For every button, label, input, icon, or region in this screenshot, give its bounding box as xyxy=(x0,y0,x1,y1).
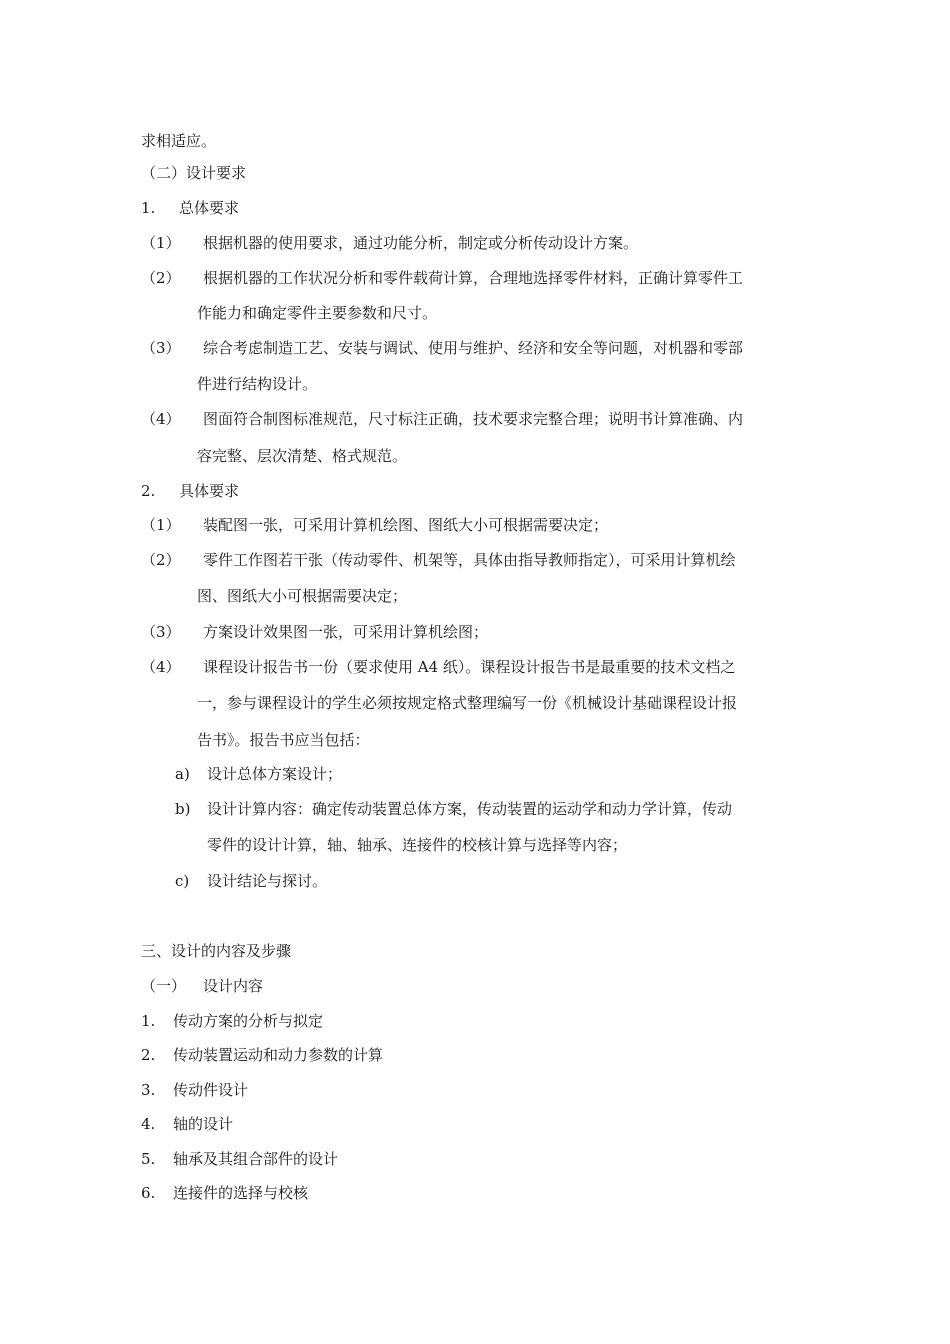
sub-heading-number: （一） xyxy=(141,977,187,995)
content-item-text: 轴的设计 xyxy=(173,1115,234,1133)
specific-number: 2. xyxy=(141,482,156,500)
subitem-letter: a) xyxy=(175,765,190,783)
content-item-number: 5. xyxy=(141,1150,156,1168)
item-line: 作能力和确定零件主要参数和尺寸。 xyxy=(197,304,438,322)
item-number: （4） xyxy=(141,410,181,428)
content-item-number: 1. xyxy=(141,1012,156,1030)
subitem-letter: c) xyxy=(175,872,190,890)
subitem-line: 设计计算内容：确定传动装置总体方案，传动装置的运动学和动力学计算，传动 xyxy=(207,800,733,818)
item-line: 综合考虑制造工艺、安装与调试、使用与维护、经济和安全等问题，对机器和零部 xyxy=(203,339,744,357)
content-item-number: 6. xyxy=(141,1184,156,1202)
content-item-number: 2. xyxy=(141,1046,156,1064)
subitem-line: 设计总体方案设计； xyxy=(207,765,343,783)
item-line: 一，参与课程设计的学生必须按规定格式整理编写一份《机械设计基础课程设计报 xyxy=(197,694,738,712)
item-number: （3） xyxy=(141,623,181,641)
subitem-line: 设计结论与探讨。 xyxy=(207,872,328,890)
item-number: （4） xyxy=(141,658,181,676)
specific-title: 具体要求 xyxy=(179,482,240,500)
item-line: 告书》。报告书应当包括： xyxy=(197,731,370,749)
item-line: 根据机器的使用要求，通过功能分析，制定或分析传动设计方案。 xyxy=(203,234,639,252)
item-line: 容完整、层次清楚、格式规范。 xyxy=(197,447,408,465)
intro-tail: 求相适应。 xyxy=(141,132,217,150)
sub-heading-design-content: 设计内容 xyxy=(203,977,264,995)
item-number: （2） xyxy=(141,269,181,287)
item-line: 图、图纸大小可根据需要决定； xyxy=(197,587,408,605)
general-number: 1. xyxy=(141,199,156,217)
section-heading-design-requirements: （二）设计要求 xyxy=(141,164,247,182)
item-number: （1） xyxy=(141,234,181,252)
item-number: （3） xyxy=(141,339,181,357)
item-line: 件进行结构设计。 xyxy=(197,375,318,393)
item-line: 装配图一张，可采用计算机绘图、图纸大小可根据需要决定； xyxy=(203,516,609,534)
item-number: （2） xyxy=(141,551,181,569)
content-item-number: 4. xyxy=(141,1115,156,1133)
content-item-number: 3. xyxy=(141,1081,156,1099)
item-number: （1） xyxy=(141,516,181,534)
subitem-letter: b) xyxy=(175,800,191,818)
item-line: 课程设计报告书一份（要求使用 A4 纸）。课程设计报告书是最重要的技术文档之 xyxy=(203,658,736,676)
content-item-text: 轴承及其组合部件的设计 xyxy=(173,1150,339,1168)
item-line: 根据机器的工作状况分析和零件载荷计算，合理地选择零件材料，正确计算零件工 xyxy=(203,269,744,287)
item-line: 图面符合制图标准规范，尺寸标注正确，技术要求完整合理；说明书计算准确、内 xyxy=(203,410,744,428)
content-item-text: 连接件的选择与校核 xyxy=(173,1184,309,1202)
item-line: 方案设计效果图一张，可采用计算机绘图； xyxy=(203,623,489,641)
content-item-text: 传动装置运动和动力参数的计算 xyxy=(173,1046,384,1064)
subitem-line: 零件的设计计算，轴、轴承、连接件的校核计算与选择等内容； xyxy=(207,836,628,854)
item-line: 零件工作图若干张（传动零件、机架等，具体由指导教师指定），可采用计算机绘 xyxy=(203,551,736,569)
content-item-text: 传动件设计 xyxy=(173,1081,249,1099)
content-item-text: 传动方案的分析与拟定 xyxy=(173,1012,324,1030)
section-heading-content-steps: 三、设计的内容及步骤 xyxy=(141,942,292,960)
general-title: 总体要求 xyxy=(179,199,240,217)
